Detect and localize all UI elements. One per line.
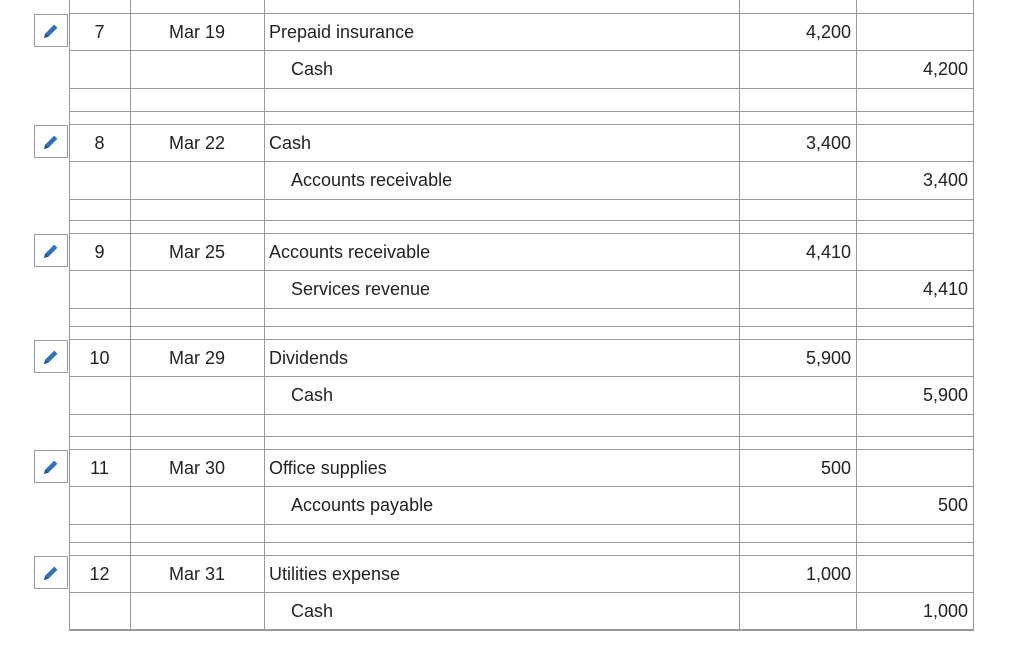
- edit-entry-button[interactable]: [34, 340, 68, 373]
- entry-date: Mar 25: [168, 242, 226, 262]
- debit-account: Cash: [269, 133, 312, 153]
- grid-line: [69, 199, 974, 200]
- pencil-icon: [42, 242, 60, 260]
- debit-amount: 4,410: [805, 242, 851, 262]
- debit-amount: 3,400: [805, 133, 851, 153]
- grid-line: [69, 376, 974, 377]
- edit-entry-button[interactable]: [34, 450, 68, 483]
- grid-line: [69, 220, 974, 221]
- grid-line: [69, 592, 974, 593]
- entry-number: 7: [94, 22, 105, 42]
- entry-date: Mar 31: [168, 564, 226, 584]
- credit-account: Cash: [291, 601, 334, 621]
- credit-amount: 4,200: [922, 59, 968, 79]
- credit-account: Services revenue: [291, 279, 431, 299]
- grid-line: [69, 13, 974, 14]
- grid-line: [69, 50, 974, 51]
- grid-line: [69, 111, 974, 112]
- credit-account: Accounts payable: [291, 495, 434, 515]
- grid-line: [69, 270, 974, 271]
- grid-line: [69, 629, 974, 630]
- entry-number: 10: [89, 348, 110, 368]
- edit-entry-button[interactable]: [34, 556, 68, 589]
- debit-amount: 500: [820, 458, 851, 478]
- pencil-icon: [42, 348, 60, 366]
- edit-entry-button[interactable]: [34, 14, 68, 47]
- pencil-icon: [42, 22, 60, 40]
- pencil-icon: [42, 458, 60, 476]
- grid-line: [264, 0, 265, 630]
- entry-date: Mar 19: [168, 22, 226, 42]
- debit-account: Office supplies: [269, 458, 387, 478]
- entry-date: Mar 29: [168, 348, 226, 368]
- entry-date: Mar 30: [168, 458, 226, 478]
- grid-line: [69, 555, 974, 556]
- grid-line: [973, 0, 974, 630]
- grid-line: [69, 436, 974, 437]
- grid-line: [69, 542, 974, 543]
- debit-amount: 1,000: [805, 564, 851, 584]
- grid-line: [69, 0, 70, 630]
- credit-amount: 500: [937, 495, 968, 515]
- entry-number: 8: [94, 133, 105, 153]
- debit-account: Prepaid insurance: [269, 22, 415, 42]
- grid-line: [69, 326, 974, 327]
- edit-entry-button[interactable]: [34, 125, 68, 158]
- debit-account: Accounts receivable: [269, 242, 431, 262]
- grid-line: [69, 524, 974, 525]
- grid-line: [69, 161, 974, 162]
- pencil-icon: [42, 564, 60, 582]
- credit-amount: 4,410: [922, 279, 968, 299]
- credit-amount: 1,000: [922, 601, 968, 621]
- grid-line: [69, 88, 974, 89]
- grid-line: [69, 233, 974, 234]
- pencil-icon: [42, 133, 60, 151]
- grid-line: [69, 414, 974, 415]
- credit-account: Accounts receivable: [291, 170, 453, 190]
- credit-account: Cash: [291, 59, 334, 79]
- grid-line: [130, 0, 131, 630]
- debit-amount: 5,900: [805, 348, 851, 368]
- debit-amount: 4,200: [805, 22, 851, 42]
- grid-line: [69, 124, 974, 125]
- entry-date: Mar 22: [168, 133, 226, 153]
- grid-line: [856, 0, 857, 630]
- grid-line: [69, 339, 974, 340]
- credit-amount: 3,400: [922, 170, 968, 190]
- credit-account: Cash: [291, 385, 334, 405]
- debit-account: Utilities expense: [269, 564, 401, 584]
- grid-line: [69, 486, 974, 487]
- edit-entry-button[interactable]: [34, 234, 68, 267]
- grid-line: [69, 308, 974, 309]
- grid-line: [739, 0, 740, 630]
- entry-number: 11: [90, 458, 109, 478]
- entry-number: 12: [89, 564, 110, 584]
- grid-line: [69, 449, 974, 450]
- debit-account: Dividends: [269, 348, 349, 368]
- grid-line: [69, 630, 974, 631]
- credit-amount: 5,900: [922, 385, 968, 405]
- entry-number: 9: [94, 242, 105, 262]
